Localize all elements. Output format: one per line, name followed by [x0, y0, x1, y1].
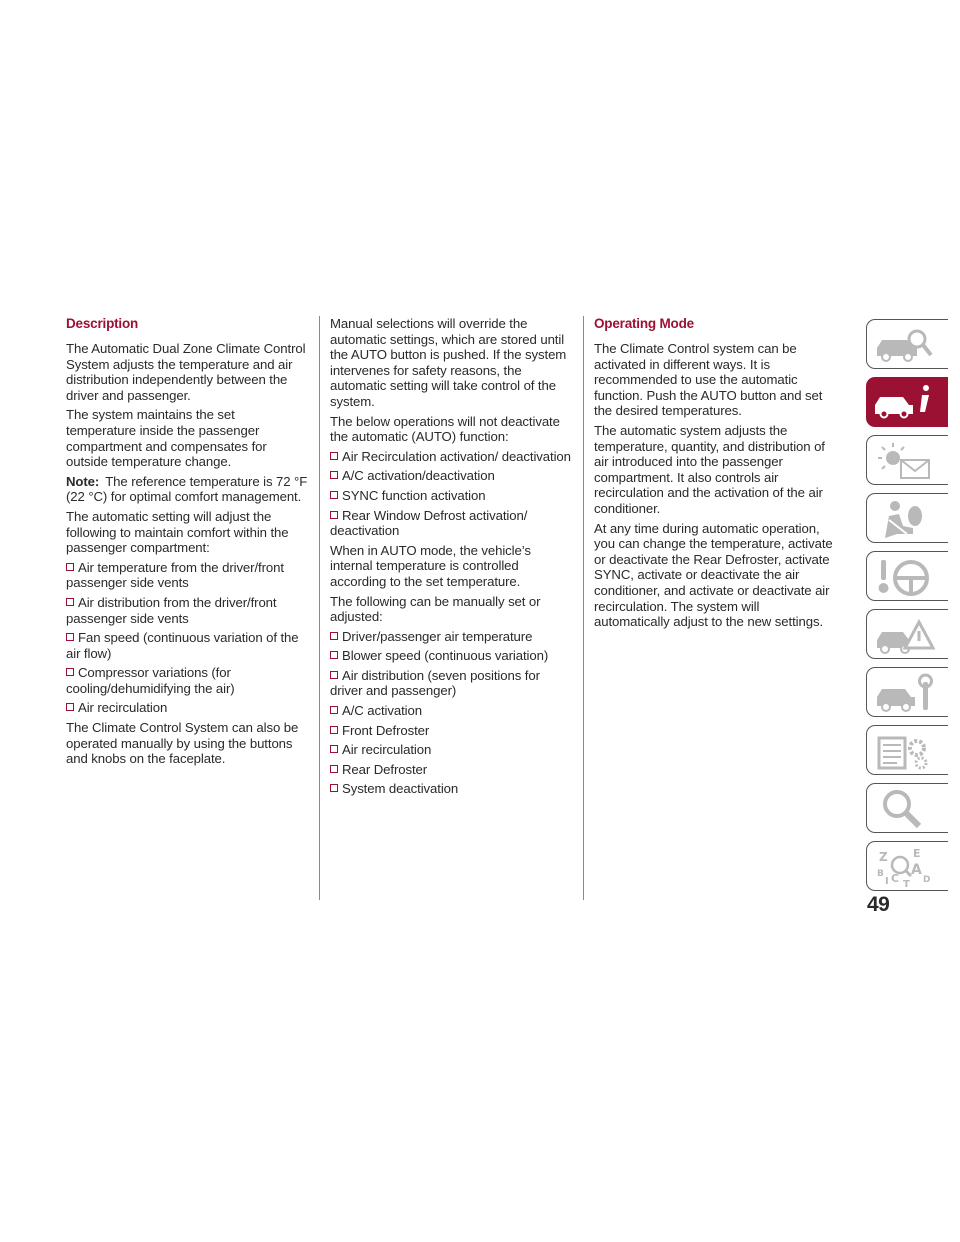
- list-item: Compressor variations (for cooling/dehumidifying the air): [66, 665, 235, 696]
- square-bullet-icon: [330, 651, 338, 659]
- magnifier-icon: [873, 788, 937, 830]
- list-item: System deactivation: [330, 781, 574, 797]
- square-bullet-icon: [66, 563, 74, 571]
- car-emergency-icon: [873, 614, 937, 656]
- specifications-gear-icon: [873, 730, 937, 772]
- paragraph: The Automatic Dual Zone Climate Control System adjusts the temperature and air distribution independently between the driver and passenger.: [66, 341, 306, 403]
- svg-text:B: B: [877, 869, 884, 879]
- note-text: The reference temperature is 72 °F (22 °C) for optimal comfort management.: [66, 473, 308, 505]
- list-item: Air distribution (seven positions for driver and passenger): [330, 667, 540, 699]
- square-bullet-icon: [330, 471, 338, 479]
- square-bullet-icon: [330, 745, 338, 753]
- index-letters-icon: [873, 846, 937, 888]
- square-bullet-icon: [330, 784, 338, 792]
- steering-wheel-icon: [873, 556, 937, 598]
- paragraph: When in AUTO mode, the vehicle’s internal temperature is controlled according to the set temperature.: [330, 542, 531, 589]
- square-bullet-icon: [330, 511, 338, 519]
- tab-index[interactable]: [866, 841, 948, 891]
- square-bullet-icon: [330, 452, 338, 460]
- column-manual-override: [330, 316, 574, 801]
- square-bullet-icon: [330, 632, 338, 640]
- list-item: SYNC function activation: [330, 488, 574, 504]
- svg-text:E: E: [913, 847, 921, 860]
- tab-getting-to-know-your-vehicle[interactable]: [866, 319, 948, 369]
- svg-text:Z: Z: [879, 850, 888, 864]
- column-operating-mode: [594, 316, 838, 634]
- paragraph: At any time during automatic operation, you can change the temperature, activate or deactivate the Rear Defroster, activate SYNC, activate or deactivate the air conditioner, and activate or deactivate air recirculation. The system will automatically adjust to the new settings.: [594, 520, 833, 630]
- square-bullet-icon: [330, 706, 338, 714]
- paragraph: The system maintains the set temperature inside the passenger compartment and compensates for outside temperature change.: [66, 407, 267, 470]
- note: [66, 474, 308, 505]
- paragraph: The below operations will not deactivate the automatic (AUTO) function:: [330, 413, 560, 445]
- list-item: Air temperature from the driver/front passenger side vents: [66, 559, 284, 591]
- list-item: Fan speed (continuous variation of the air flow): [66, 630, 299, 661]
- tab-technical-specifications[interactable]: [866, 725, 948, 775]
- bullet-list: [66, 560, 308, 716]
- seat-airbag-icon: [873, 498, 937, 540]
- page-number: 49: [867, 893, 890, 916]
- paragraph: The Climate Control system can be activated in different ways. It is recommended to use the automatic function. Push the AUTO button and set the desired temperatures.: [594, 341, 823, 419]
- column-divider: [583, 316, 584, 900]
- tab-servicing-and-maintenance[interactable]: [866, 667, 948, 717]
- square-bullet-icon: [330, 671, 338, 679]
- tab-safety[interactable]: [866, 435, 948, 485]
- list-item: Driver/passenger air temperature: [330, 629, 574, 645]
- square-bullet-icon: [66, 598, 74, 606]
- car-info-icon: [873, 382, 937, 424]
- paragraph: The following can be manually set or adjusted:: [330, 593, 541, 625]
- warning-lights-message-icon: [873, 440, 937, 482]
- svg-text:C: C: [891, 872, 900, 885]
- note-label: Note:: [66, 473, 100, 489]
- svg-text:A: A: [911, 862, 922, 878]
- square-bullet-icon: [330, 726, 338, 734]
- tab-getting-to-know-your-instrument-panel[interactable]: [866, 377, 948, 427]
- paragraph: The automatic setting will adjust the following to maintain comfort within the passenger compartment:: [66, 508, 289, 556]
- tab-starting-and-operating[interactable]: [866, 493, 948, 543]
- list-item: Air distribution from the driver/front passenger side vents: [66, 594, 277, 626]
- tab-multimedia-driving[interactable]: [866, 551, 948, 601]
- svg-text:I: I: [885, 876, 889, 887]
- square-bullet-icon: [66, 668, 74, 676]
- section-heading-description: Description: [66, 316, 139, 331]
- list-item: Front Defroster: [330, 723, 574, 739]
- tab-in-case-of-emergency[interactable]: [866, 609, 948, 659]
- list-item: Air recirculation: [330, 742, 574, 758]
- bullet-list: [330, 629, 574, 797]
- column-divider: [319, 316, 320, 900]
- svg-text:T: T: [903, 879, 910, 888]
- paragraph: Manual selections will override the automatic settings, which are stored until the AUTO button is pushed. If the system intervenes for safety reasons, the automatic setting will take control of the system.: [330, 316, 567, 409]
- list-item: A/C activation: [330, 703, 574, 719]
- list-item: Blower speed (continuous variation): [330, 648, 574, 664]
- paragraph: The automatic system adjusts the temperature, quantity, and distribution of air introduced into the passenger compartment. It also controls air recirculation and the activation of the air conditioner.: [594, 422, 825, 516]
- car-search-icon: [873, 324, 937, 366]
- svg-text:D: D: [923, 875, 931, 885]
- square-bullet-icon: [330, 765, 338, 773]
- square-bullet-icon: [66, 703, 74, 711]
- paragraph: The Climate Control System can also be operated manually by using the buttons and knobs on the faceplate.: [66, 720, 299, 767]
- chapter-tabs: [866, 319, 948, 899]
- car-service-icon: [873, 672, 937, 714]
- list-item: Air recirculation: [66, 700, 308, 716]
- square-bullet-icon: [66, 633, 74, 641]
- square-bullet-icon: [330, 491, 338, 499]
- list-item: Rear Defroster: [330, 762, 574, 778]
- tab-customer-assistance[interactable]: [866, 783, 948, 833]
- bullet-list: [330, 449, 574, 539]
- list-item: Rear Window Defrost activation/ deactivation: [330, 507, 528, 539]
- list-item: Air Recirculation activation/ deactivation: [330, 449, 574, 465]
- section-heading-operating-mode: Operating Mode: [594, 316, 694, 331]
- column-description: [66, 316, 308, 771]
- list-item: A/C activation/deactivation: [330, 468, 574, 484]
